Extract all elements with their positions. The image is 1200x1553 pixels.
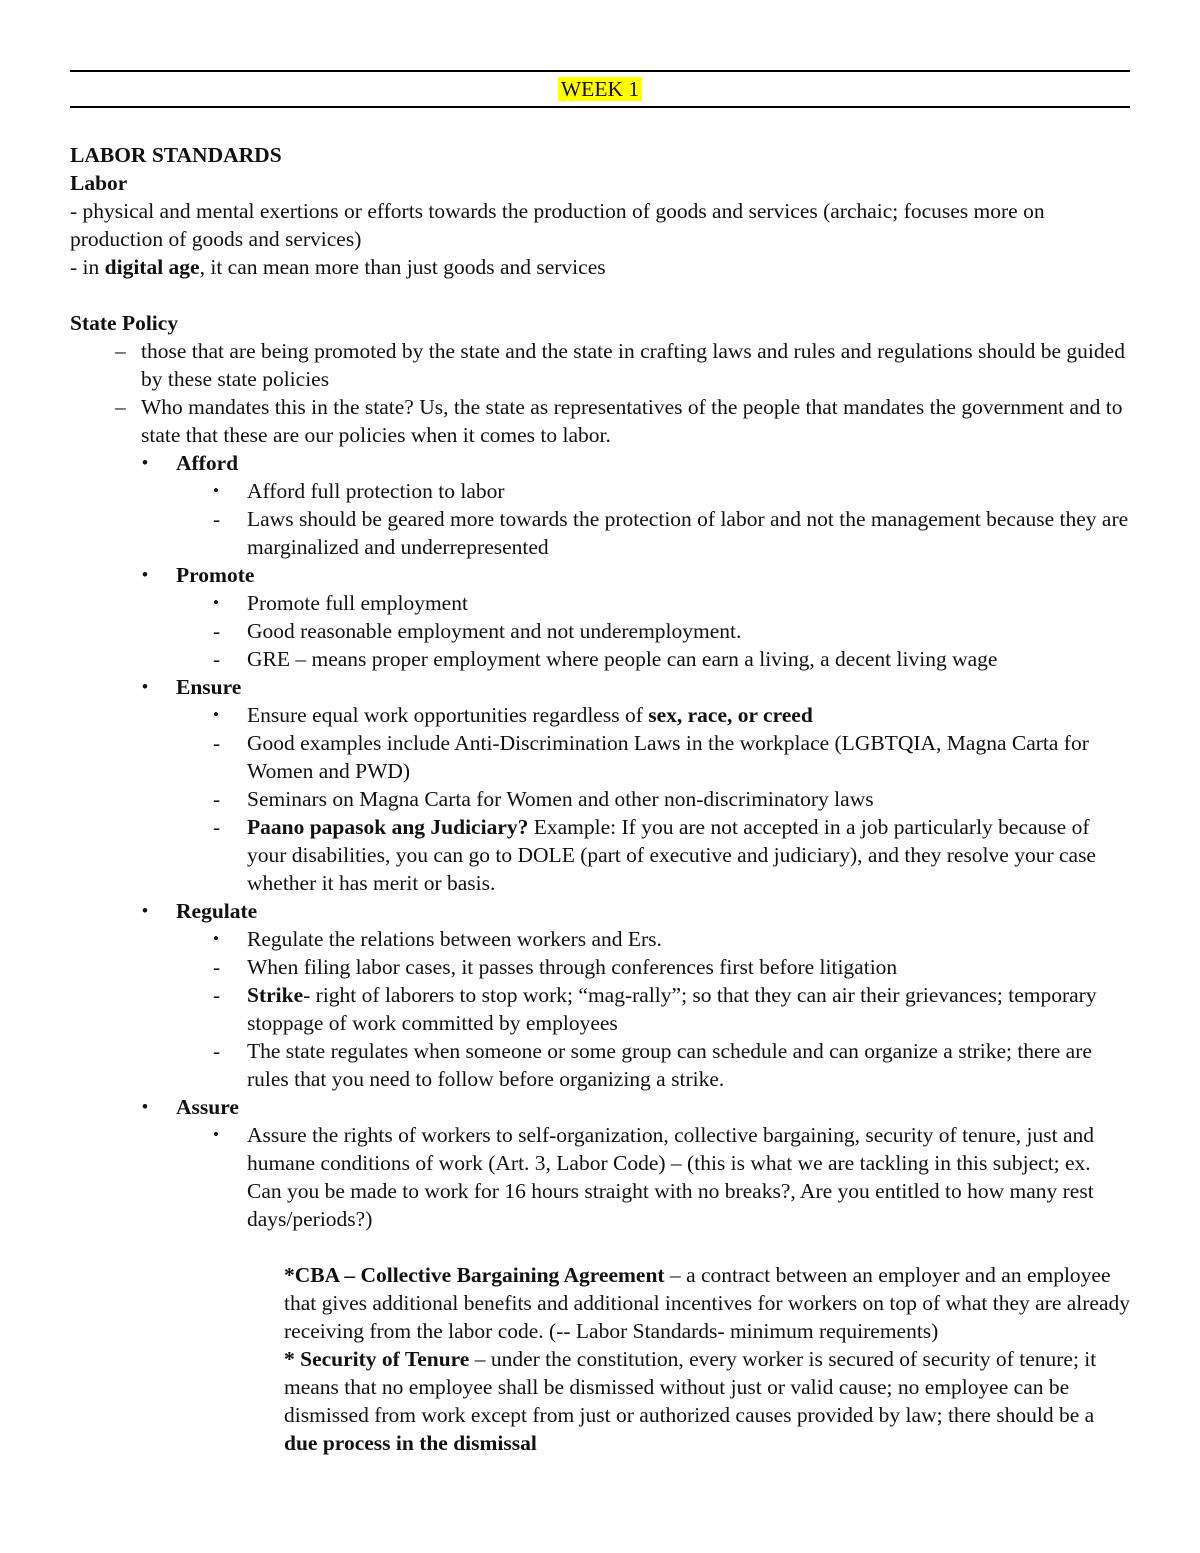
list-item: - Seminars on Magna Carta for Women and other non-discriminatory laws	[213, 787, 874, 811]
state-policy-heading: State Policy	[70, 311, 179, 335]
dash-marker: -	[213, 787, 221, 811]
labor-definition: - physical and mental exertions or efforts towards the production of goods and services (archaic; focuses more on production of goods and services)	[70, 199, 1045, 251]
cba-note: *CBA – Collective Bargaining Agreement – a contract between an employer and an employee that gives additional benefits and additional incentives for workers on top of what they are already receiving from the labor code. (-- Labor Standards- minimum requirements)	[284, 1263, 1130, 1343]
policy-ensure: • Ensure	[142, 675, 242, 699]
list-item: - Laws should be geared more towards the protection of labor and not the management because they are marginalized and underrepresented	[213, 507, 1129, 559]
list-item: – those that are being promoted by the state and the state in crafting laws and rules and regulations should be guided by these state policies	[115, 339, 1125, 391]
dash-marker: -	[213, 955, 221, 979]
bullet-icon: •	[213, 705, 219, 724]
bullet-icon: •	[213, 929, 219, 948]
list-item: • Ensure equal work opportunities regardless of sex, race, or creed	[213, 703, 813, 727]
policy-promote: • Promote	[142, 563, 255, 587]
bullet-icon: •	[213, 1125, 219, 1144]
dash-marker: -	[213, 983, 221, 1007]
doc-title: LABOR STANDARDS	[70, 143, 282, 167]
dash-marker: –	[115, 339, 126, 363]
bullet-icon: •	[142, 1097, 148, 1116]
list-item: • Afford full protection to labor	[213, 479, 505, 503]
list-item: • Assure the rights of workers to self-organization, collective bargaining, security of tenure, just and humane conditions of work (Art. 3, Labor Code) – (this is what we are tackling in this subject; ex. Can you be made to work for 16 hours straight with no breaks?, Are you entitled to how many rest days/periods?)	[213, 1123, 1095, 1231]
list-item: - Good reasonable employment and not underemployment.	[213, 619, 742, 643]
week-label: WEEK 1	[558, 77, 642, 101]
security-of-tenure-note: * Security of Tenure – under the constitution, every worker is secured of security of tenure; it means that no employee shall be dismissed without just or valid cause; no employee can be dismissed from work except from just or authorized causes provided by law; there should be a due process in the dismissal	[284, 1347, 1097, 1455]
bullet-icon: •	[142, 901, 148, 920]
dash-marker: -	[213, 815, 221, 839]
bullet-icon: •	[142, 453, 148, 472]
list-item: - The state regulates when someone or some group can schedule and can organize a strike; there are rules that you need to follow before organizing a strike.	[213, 1039, 1092, 1091]
list-item: - When filing labor cases, it passes through conferences first before litigation	[213, 955, 898, 979]
header-rule	[70, 106, 1130, 108]
labor-heading: Labor	[70, 171, 128, 195]
list-item: - Strike- right of laborers to stop work; “mag-rally”; so that they can air their grievances; temporary stoppage of work committed by employees	[213, 983, 1097, 1035]
policy-regulate: • Regulate	[142, 899, 258, 923]
list-item: - GRE – means proper employment where people can earn a living, a decent living wage	[213, 647, 998, 671]
dash-marker: -	[213, 507, 221, 531]
list-item: • Promote full employment	[213, 591, 468, 615]
dash-marker: -	[213, 731, 221, 755]
list-item: - Paano papasok ang Judiciary? Example: If you are not accepted in a job particularly because of your disabilities, you can go to DOLE (part of executive and judiciary), and they resolve your case whether it has merit or basis.	[213, 815, 1096, 895]
labor-digital-age: - in digital age, it can mean more than just goods and services	[70, 255, 606, 279]
dash-marker: -	[213, 647, 221, 671]
bullet-icon: •	[213, 593, 219, 612]
dash-marker: -	[213, 1039, 221, 1063]
bullet-icon: •	[213, 481, 219, 500]
policy-assure: • Assure	[142, 1095, 239, 1119]
bullet-icon: •	[142, 677, 148, 696]
policy-afford: • Afford	[142, 451, 239, 475]
dash-marker: –	[115, 395, 126, 419]
list-item: – Who mandates this in the state? Us, the state as representatives of the people that mandates the government and to state that these are our policies when it comes to labor.	[115, 395, 1123, 447]
list-item: - Good examples include Anti-Discrimination Laws in the workplace (LGBTQIA, Magna Carta for Women and PWD)	[213, 731, 1089, 783]
document-page	[70, 70, 1130, 1457]
week-header	[70, 72, 1130, 106]
list-item: • Regulate the relations between workers and Ers.	[213, 927, 662, 951]
bullet-icon: •	[142, 565, 148, 584]
dash-marker: -	[213, 619, 221, 643]
